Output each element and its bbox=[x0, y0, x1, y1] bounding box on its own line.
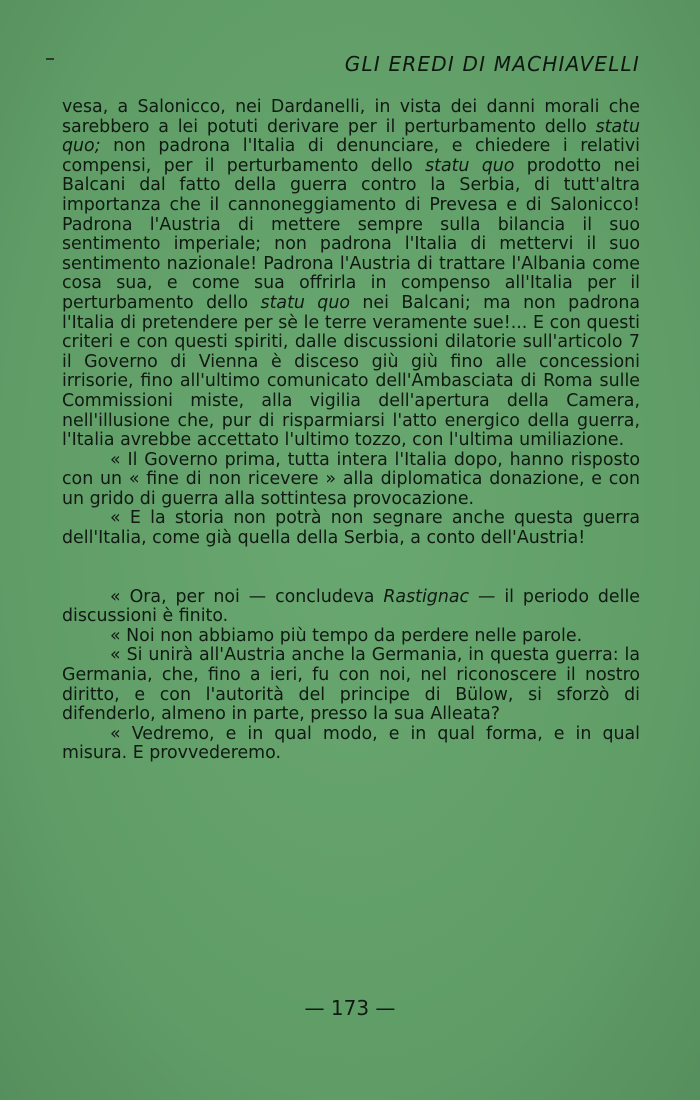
italic-text: Rastignac bbox=[383, 586, 470, 607]
paragraph bbox=[62, 646, 640, 724]
paragraph bbox=[62, 98, 640, 451]
text-run: « Ora, per noi — concludeva bbox=[110, 586, 384, 607]
paragraph bbox=[62, 451, 640, 510]
text-run: — il periodo delle discussioni è finito. bbox=[62, 586, 640, 627]
text-run: « E la storia non potrà non segnare anche questa guerra dell'Italia, come già quella della Serbia, a conto dell'Austria! bbox=[62, 508, 640, 549]
page-number: — 173 — bbox=[304, 996, 396, 1020]
paragraph bbox=[62, 509, 640, 548]
paragraph bbox=[62, 725, 640, 764]
text-run: vesa, a Salonicco, nei Dardanelli, in vista dei danni morali che sarebbero a lei potuti derivare per il perturbamento dello bbox=[62, 97, 640, 137]
italic-text: statu quo bbox=[260, 292, 351, 313]
text-run: nei Balcani; ma non padrona l'Italia di pretendere per sè le terre veramente sue!... E con questi criteri e con questi spiriti, dalle discussioni dilatorie sull'articolo 7 il Governo di Vienna è disceso giù giù fino alle concessioni irrisorie, fino all'ultimo comunicato dell'Ambasciata di Roma sulle Commissioni miste, alla vigilia dell'apertura della Camera, nell'illusione che, pur di risparmiarsi l'atto energico della guerra, l'Italia avrebbe accettato l'ultimo tozzo, con l'ultima umiliazione. bbox=[62, 292, 640, 451]
body-text bbox=[62, 98, 640, 764]
text-run: « Il Governo prima, tutta intera l'Italia dopo, hanno risposto con un « fine di non ricevere » alla diplomatica donazione, e con un grido di guerra alla sottintesa provocazione. bbox=[62, 449, 640, 509]
text-run: prodotto nei Balcani dal fatto della guerra contro la Serbia, di tutt'altra importanza che il cannoneggiamento di Prevesa e di Salonicco! Padrona l'Austria di mettere sempre sulla bilancia il suo sentimento imperiale; non padrona l'Italia di mettervi il suo sentimento nazionale! Padrona l'Austria di trattare l'Albania come cosa sua, e come sua offrirla in compenso all'Italia per il perturbamento dello bbox=[62, 155, 640, 313]
section-gap bbox=[62, 549, 640, 588]
paragraph bbox=[62, 588, 640, 627]
text-run: « Vedremo, e in qual modo, e in qual forma, e in qual misura. E provvederemo. bbox=[62, 723, 640, 764]
italic-text: statu quo bbox=[425, 155, 515, 176]
italic-text: statu quo; bbox=[62, 116, 640, 157]
paragraph bbox=[62, 627, 640, 647]
text-run: « Si unirà all'Austria anche la Germania, in questa guerra: la Germania, che, fino a ieri, fu con noi, nel riconoscere il nostro diritto, e con l'autorità del principe di Bülow, si sforzò di difenderlo, almeno in parte, presso la sua Alleata? bbox=[62, 645, 640, 725]
running-title: GLI EREDI DI MACHIAVELLI bbox=[344, 52, 640, 76]
text-run: « Noi non abbiamo più tempo da perdere nelle parole. bbox=[110, 625, 583, 646]
text-run: non padrona l'Italia di denunciare, e chiedere i relativi compensi, per il perturbamento dello bbox=[62, 136, 640, 176]
